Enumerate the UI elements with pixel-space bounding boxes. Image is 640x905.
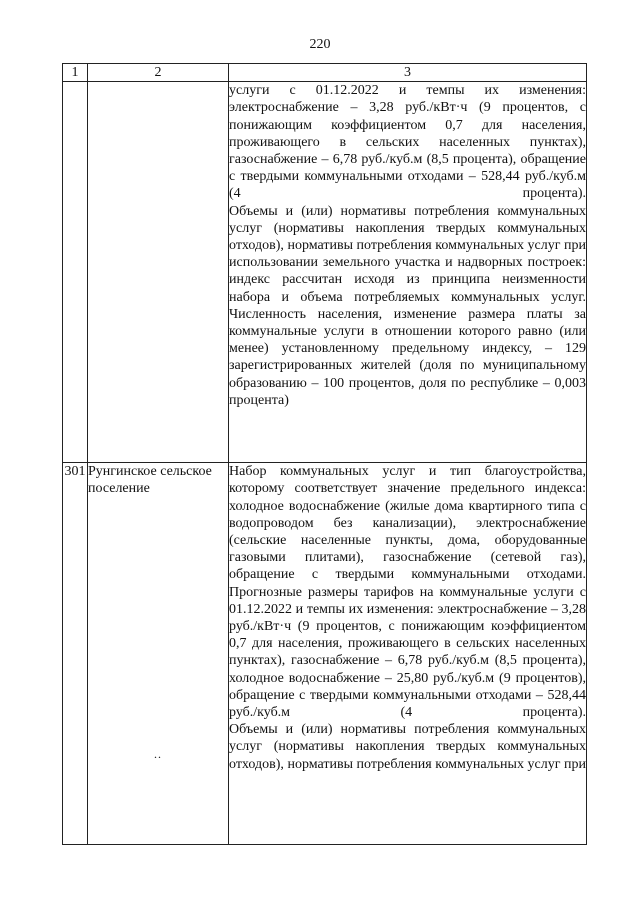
continuation-paragraph-1: услуги с 01.12.2022 и темпы их изменения: электроснабжение – 3,28 руб./кВт·ч (9 процентов, с понижающим коэффициентом 0,7 для населения, проживающего в сельских населенных пунктах), газоснабжение – 6,78 руб./куб.м (8,5 процента), обращение с твердыми коммунальными отходами – 528,44 руб./куб.м (4 процента). [229,83,586,202]
column-header-1: 1 [63,64,88,82]
row-301-text-cell [229,463,587,845]
continuation-paragraph-3: Численность населения, изменение размера платы за коммунальные услуги в отношении которого равно (или менее) установленному предельному индексу, – 129 зарегистрированных жителей (доля по муниципальному образованию – 100 процентов, доля по республике – 0,003 процента) [229,306,586,408]
continuation-paragraph-2: Объемы и (или) нормативы потребления коммунальных услуг (нормативы накопления твердых коммунальных отходов), нормативы потребления коммунальных услуг при использовании земельного участка и надворных построек: индекс рассчитан исходя из принципа неизменности набора и объема потребляемых коммунальных услуг. [229,203,586,305]
column-header-3: 3 [229,64,587,82]
row-301-paragraph-3: Объемы и (или) нормативы потребления коммунальных услуг (нормативы накопления твердых коммунальных отходов), нормативы потребления коммунальных услуг при [229,722,586,772]
table-row-continuation [63,82,587,463]
table-row-301 [63,463,587,845]
row-number: 301 [63,463,88,845]
table-header-row [63,64,587,82]
continuation-number-cell [63,82,88,463]
column-header-2: 2 [88,64,229,82]
page-number: 220 [309,37,331,52]
settlement-name: Рунгинское сельское поселение [88,464,212,497]
row-301-paragraph-2: Прогнозные размеры тарифов на коммунальные услуги с 01.12.2022 и темпы их изменения: электроснабжение – 3,28 руб./кВт·ч (9 процентов, с понижающим коэффициентом 0,7 для населения, проживающего в сельских населенных пунктах), газоснабжение – 6,78 руб./куб.м (8,5 процента), холодное водоснабжение – 25,80 руб./куб.м (9 процентов), обращение с твердыми коммунальными отходами – 528,44 руб./куб.м (4 процента). [229,584,586,721]
settlement-name-cell [88,463,229,845]
continuation-text-cell [229,82,587,463]
row-301-paragraph-1: Набор коммунальных услуг и тип благоустройства, которому соответствует значение предельного индекса: холодное водоснабжение (жилые дома квартирного типа с водопроводом без канализации), электроснабжение (сельские населенные пункты, дома, оборудованные газовыми плитами), газоснабжение (сетевой газ), обращение с твердыми коммунальными отходами. [229,464,586,583]
tariff-table [62,63,587,845]
continuation-name-cell [88,82,229,463]
scan-marks: .. [154,746,162,761]
